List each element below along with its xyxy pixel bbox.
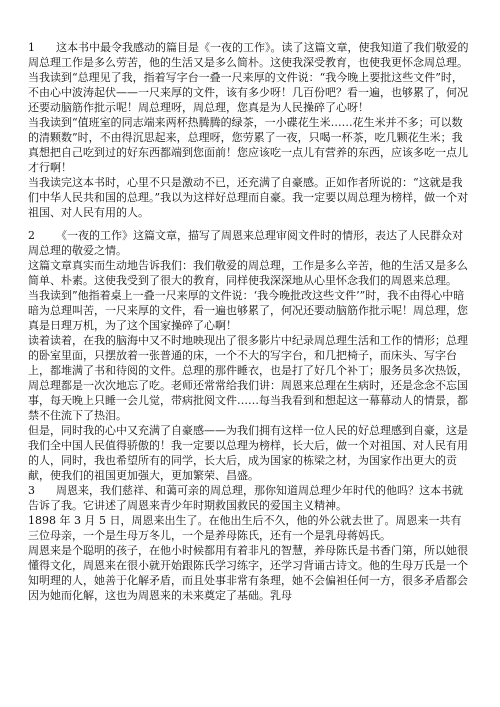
paragraph-text: 当我读完这本书时，心里不只是激动不已，还充满了自豪感。正如作者所说的：“这就是我们中华人民共和国的总理。”我以为这样好总理而自豪。我一定要以周总理为榜样，做一个对祖国、对人民有用的人。: [28, 176, 469, 219]
paragraph-11: [28, 513, 472, 543]
paragraph-text: 这本书中最令我感动的篇目是《一夜的工作》。读了这篇文章，使我知道了我们敬爱的周总理工作是多么劳苦，他的生活又是多么简朴。这使我深受教育，也使我更怀念周总理。: [28, 41, 469, 69]
paragraph-text: 当我读到“值班室的同志端来两杯热腾腾的绿茶，一小碟花生米……花生米并不多；可以数的清颗数”时，不由得沉思起来，总理呀，您劳累了一夜，只喝一杯茶，吃几颗花生米；我真想把自己吃到过的好东西都端到您面前！您应该吃一点儿有营养的东西，应该多吃一点儿才行啊！: [28, 116, 468, 174]
paragraph-2: [28, 70, 472, 115]
document-body: [28, 40, 472, 603]
paragraph-text: 当我读到”他指着桌上一叠一尺来厚的文件说：‘我今晚批改这些文件’”时，我不由得心中暗暗为总理叫苦，一尺来厚的文件，看一遍也够累了，何况还要动脑筋作批示呢！周总理，您真是日理万机，为了这个国家操碎了心啊！: [28, 289, 468, 332]
section-number: 3: [28, 484, 35, 497]
section-number: 1: [28, 41, 35, 54]
paragraph-6: [28, 258, 472, 288]
paragraph-8: [28, 333, 472, 423]
section-gap: [28, 220, 472, 228]
paragraph-text: 这篇文章真实而生动地告诉我们：我们敬爱的周总理，工作是多么辛苦，他的生活又是多么简单、朴素。这使我受到了很大的教育，同样使我深深地从心里怀念我们的周恩来总理。: [28, 259, 468, 287]
paragraph-text: 《一夜的工作》这篇文章，描写了周恩来总理审阅文件时的情形，表达了人民群众对周总理的敬爱之情。: [28, 229, 463, 257]
paragraph-4: [28, 175, 472, 220]
paragraph-7: [28, 288, 472, 333]
section-number: 2: [28, 229, 35, 242]
paragraph-text: 周恩来，我们慈祥、和蔼可亲的周总理，那你知道周总理少年时代的他吗？这本书就告诉了我。它讲述了周恩来青少年时期救国救民的爱国主义精神。: [28, 484, 463, 512]
paragraph-1: [28, 40, 472, 70]
paragraph-text: 1898 年 3 月 5 日，周恩来出生了。在他出生后不久，他的外公就去世了。周恩来一共有三位母亲，一个是生母万冬儿，一个是养母陈氏，还有一个是乳母蒋妈氏。: [28, 514, 462, 542]
paragraph-3: [28, 115, 472, 175]
paragraph-text: 读着读着，在我的脑海中又不时地映现出了很多影片中纪录周总理生活和工作的情形；总理的卧室里面，只摆放着一张普通的床，一个不大的写字台，和几把椅子，而床头、写字台上，都堆满了书和待阅的文件。总理的那件睡衣，也是打了好几个补丁；服务员多次热饭，周总理都是一次次地忘了吃。老师还常常给我们讲：周恩来总理在生病时，还是念念不忘国事，每天晚上只睡一会儿觉，带病批阅文件……每当我看到和想起这一幕幕动人的情景，都禁不住流下了热泪。: [28, 334, 468, 422]
paragraph-text: 周恩来是个聪明的孩子，在他小时候都用有着非凡的智慧，养母陈氏是书香门第，所以她很懂得文化，周恩来在很小就开始跟陈氏学习练字，还学习背诵古诗文。他的生母万氏是一个知明理的人，她善于化解矛盾，而且处事非常有条理，她不会偏袒任何一方，很多矛盾都会因为她而化解，这也为周恩来的未来奠定了基础。乳母: [28, 544, 468, 602]
paragraph-12: [28, 543, 472, 603]
paragraph-5: [28, 228, 472, 258]
paragraph-10: [28, 483, 472, 513]
paragraph-text: 当我读到“总理见了我，指着写字台一叠一尺来厚的文件说：“我今晚上要批这些文件”时，不由心中波涛起伏——一尺来厚的文件，该有多少呀！几百份吧？看一遍，也够累了，何况还要动脑筋作批示呢！周总理呀，周总理，您真是为人民操碎了心呀！: [28, 71, 468, 114]
paragraph-9: [28, 423, 472, 483]
paragraph-text: 但是，同时我的心中又充满了自豪感——为我们拥有这样一位人民的好总理感到自豪，这是我们全中国人民值得骄傲的！我一定要以总理为榜样，长大后，做一个对祖国、对人民有用的人，同时，我也希望所有的同学，长大后，成为国家的栋梁之材，为国家作出更大的贡献，使我们的祖国更加强大，更加繁荣、昌盛。: [28, 424, 468, 482]
